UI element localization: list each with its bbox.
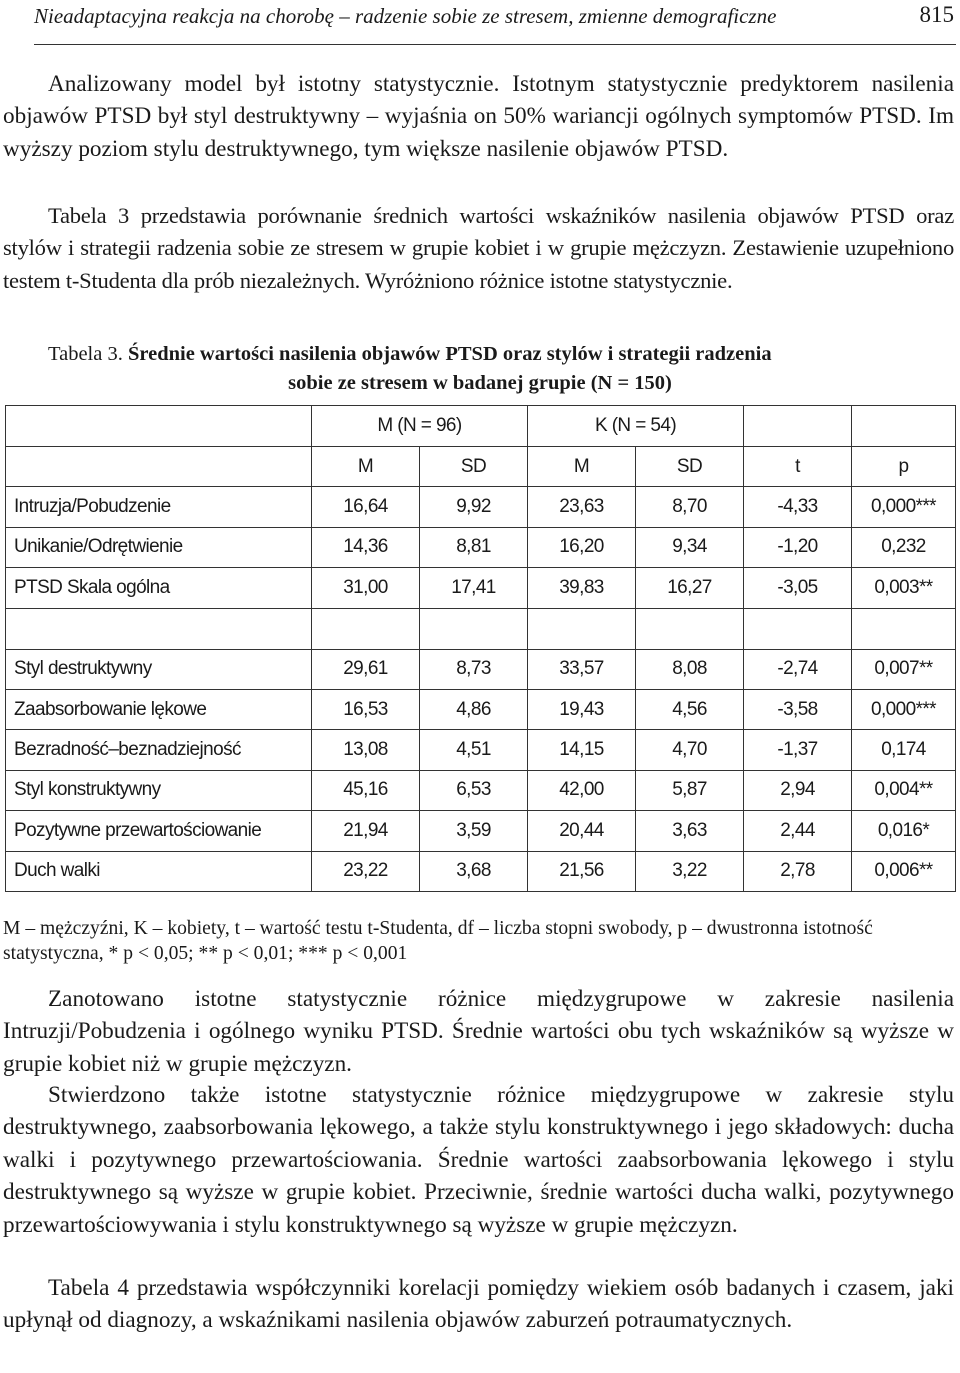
cell-k-mean: 23,63 xyxy=(528,487,636,527)
cell-k-sd: 3,22 xyxy=(636,851,744,891)
table-row xyxy=(6,487,956,527)
column-header-t: t xyxy=(744,447,852,487)
cell-t: -4,33 xyxy=(744,487,852,527)
empty-cell xyxy=(852,608,956,649)
cell-p: 0,007** xyxy=(852,649,956,689)
cell-k-mean: 14,15 xyxy=(528,730,636,770)
cell-m-sd: 9,92 xyxy=(420,487,528,527)
paragraph-table-intro: Tabela 3 przedstawia porównanie średnich wartości wskaźników nasilenia objawów PTSD oraz stylów i strategii radzenia sobie ze stresem w grupie kobiet i w grupie mężczyzn. Zestawienie uzupełniono testem t-Studenta dla prób niezależnych. Wyróżniono różnice istotne statystycznie. xyxy=(3,203,954,293)
cell-m-mean: 23,22 xyxy=(312,851,420,891)
cell-p: 0,232 xyxy=(852,527,956,567)
cell-k-mean: 39,83 xyxy=(528,568,636,608)
cell-k-sd: 4,56 xyxy=(636,689,744,729)
table-row xyxy=(6,770,956,810)
cell-k-sd: 9,34 xyxy=(636,527,744,567)
cell-k-sd: 8,08 xyxy=(636,649,744,689)
paragraph-ptsd-differences: Zanotowano istotne statystycznie różnice międzygrupowe w zakresie nasilenia Intruzji/Pobudzenia i ogólnego wyniku PTSD. Średnie wartości obu tych wskaźników są wyższe w grupie kobiet niż w grupie mężczyzn. xyxy=(3,986,954,1077)
empty-cell xyxy=(636,608,744,649)
table-row xyxy=(6,568,956,608)
row-label: PTSD Skala ogólna xyxy=(6,568,312,608)
cell-t: -1,37 xyxy=(744,730,852,770)
table-column-header-row xyxy=(6,447,956,487)
table-header-empty-cell xyxy=(6,447,312,487)
cell-p: 0,004** xyxy=(852,770,956,810)
cell-m-sd: 17,41 xyxy=(420,568,528,608)
table-row xyxy=(6,811,956,851)
cell-m-sd: 8,81 xyxy=(420,527,528,567)
column-header-k-sd: SD xyxy=(636,447,744,487)
cell-t: -3,58 xyxy=(744,689,852,729)
table-caption xyxy=(48,340,918,398)
row-label: Zaabsorbowanie lękowe xyxy=(6,689,312,729)
paragraph-table4-intro: Tabela 4 przedstawia współczynniki korelacji pomiędzy wiekiem osób badanych i czasem, jaki upłynął od diagnozy, a wskaźnikami nasilenia objawów zaburzeń potraumatycznych. xyxy=(3,1275,954,1334)
paragraph-model-summary: Analizowany model był istotny statystycznie. Istotnym statystycznie predyktorem nasilenia objawów PTSD był styl destruktywny – wyjaśnia on 50% wariancji ogólnych symptomów PTSD. Im wyższy poziom stylu destruktywnego, tym większe nasilenie objawów PTSD. xyxy=(3,71,954,162)
cell-k-sd: 16,27 xyxy=(636,568,744,608)
empty-cell xyxy=(312,608,420,649)
cell-k-sd: 5,87 xyxy=(636,770,744,810)
cell-t: -1,20 xyxy=(744,527,852,567)
cell-m-mean: 13,08 xyxy=(312,730,420,770)
cell-p: 0,000*** xyxy=(852,487,956,527)
cell-m-mean: 31,00 xyxy=(312,568,420,608)
group-header-women: K (N = 54) xyxy=(528,406,744,447)
cell-p: 0,003** xyxy=(852,568,956,608)
cell-k-sd: 4,70 xyxy=(636,730,744,770)
cell-p: 0,006** xyxy=(852,851,956,891)
cell-p: 0,000*** xyxy=(852,689,956,729)
table-footnote: M – mężczyźni, K – kobiety, t – wartość testu t-Studenta, df – liczba stopni swobody, p – dwustronna istotność statystyczna, * p < 0,05; ** p < 0,01; *** p < 0,001 xyxy=(3,918,873,964)
cell-t: -2,74 xyxy=(744,649,852,689)
column-header-m-mean: M xyxy=(312,447,420,487)
row-label: Unikanie/Odrętwienie xyxy=(6,527,312,567)
cell-p: 0,174 xyxy=(852,730,956,770)
cell-m-mean: 16,64 xyxy=(312,487,420,527)
row-label: Bezradność–beznadziejność xyxy=(6,730,312,770)
table-row xyxy=(6,649,956,689)
cell-t: 2,44 xyxy=(744,811,852,851)
cell-k-mean: 16,20 xyxy=(528,527,636,567)
paragraph-coping-differences: Stwierdzono także istotne statystycznie różnice międzygrupowe w zakresie stylu destruktywnego, zaabsorbowania lękowego, a także stylu konstruktywnego i jego składowych: ducha walki i pozytywnego przewartościowania. Średnie wartości zaabsorbowania lękowego i stylu destruktywnego są wyższe w grupie kobiet. Przeciwnie, średnie wartości ducha walki, pozytywnego przewartościowywania i stylu konstruktywnego są wyższe w grupie mężczyzn. xyxy=(3,1082,954,1238)
cell-m-sd: 8,73 xyxy=(420,649,528,689)
row-label: Duch walki xyxy=(6,851,312,891)
table-caption-label: Tabela 3. xyxy=(48,343,123,365)
running-header xyxy=(34,0,956,45)
table-header-empty-cell xyxy=(744,406,852,447)
cell-m-mean: 45,16 xyxy=(312,770,420,810)
column-header-m-sd: SD xyxy=(420,447,528,487)
cell-m-mean: 14,36 xyxy=(312,527,420,567)
running-header-title: Nieadaptacyjna reakcja na chorobę – radzenie sobie ze stresem, zmienne demograficzne xyxy=(34,4,777,28)
table-separator-row xyxy=(6,608,956,649)
table-row xyxy=(6,851,956,891)
empty-cell xyxy=(744,608,852,649)
table-row xyxy=(6,689,956,729)
table-row xyxy=(6,730,956,770)
cell-m-sd: 4,51 xyxy=(420,730,528,770)
table-caption-title-line1: Średnie wartości nasilenia objawów PTSD oraz stylów i strategii radzenia xyxy=(127,343,772,365)
cell-m-mean: 21,94 xyxy=(312,811,420,851)
cell-k-mean: 21,56 xyxy=(528,851,636,891)
cell-m-sd: 3,68 xyxy=(420,851,528,891)
cell-p: 0,016* xyxy=(852,811,956,851)
table-header-empty-cell xyxy=(852,406,956,447)
column-header-p: p xyxy=(852,447,956,487)
cell-k-mean: 42,00 xyxy=(528,770,636,810)
cell-m-sd: 3,59 xyxy=(420,811,528,851)
row-label: Pozytywne przewartościowanie xyxy=(6,811,312,851)
cell-m-sd: 6,53 xyxy=(420,770,528,810)
cell-t: -3,05 xyxy=(744,568,852,608)
table-group-header-row xyxy=(6,406,956,447)
cell-t: 2,78 xyxy=(744,851,852,891)
cell-k-sd: 8,70 xyxy=(636,487,744,527)
row-label: Styl konstruktywny xyxy=(6,770,312,810)
empty-cell xyxy=(420,608,528,649)
results-table xyxy=(5,405,956,892)
cell-m-sd: 4,86 xyxy=(420,689,528,729)
cell-t: 2,94 xyxy=(744,770,852,810)
table-caption-title-line2: sobie ze stresem w badanej grupie (N = 150) xyxy=(288,372,672,394)
page-number: 815 xyxy=(919,2,954,27)
cell-k-mean: 33,57 xyxy=(528,649,636,689)
table-header-empty-cell xyxy=(6,406,312,447)
row-label: Intruzja/Pobudzenie xyxy=(6,487,312,527)
cell-k-mean: 20,44 xyxy=(528,811,636,851)
cell-k-sd: 3,63 xyxy=(636,811,744,851)
cell-k-mean: 19,43 xyxy=(528,689,636,729)
cell-m-mean: 16,53 xyxy=(312,689,420,729)
group-header-men: M (N = 96) xyxy=(312,406,528,447)
column-header-k-mean: M xyxy=(528,447,636,487)
empty-cell xyxy=(6,608,312,649)
table-row xyxy=(6,527,956,567)
empty-cell xyxy=(528,608,636,649)
row-label: Styl destruktywny xyxy=(6,649,312,689)
cell-m-mean: 29,61 xyxy=(312,649,420,689)
